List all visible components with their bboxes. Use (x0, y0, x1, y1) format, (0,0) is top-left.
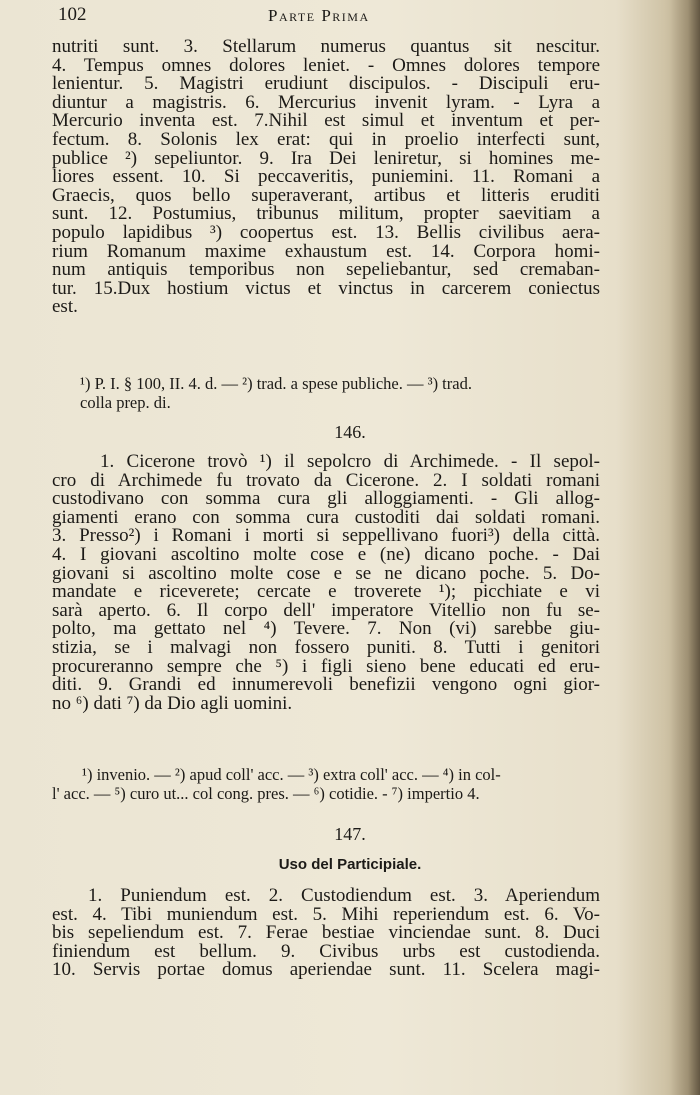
text-line: stizia, se i malvagi non fossero puniti. 8. Tutti i genitori (52, 636, 600, 658)
text-line: custodivano con somma cura gli alloggiamenti. - Gli allog- (52, 488, 600, 510)
page-edge-shadow (670, 0, 700, 1095)
exercise-145-footnotes (80, 374, 600, 412)
page-number: 102 (58, 4, 87, 25)
text-line: nutriti sunt. 3. Stellarum numerus quantus sit nescitur. (52, 36, 600, 57)
text-line: fectum. 8. Solonis lex erat: qui in proelio interfecti sunt, (52, 128, 600, 150)
text-line: polto, ma gettato nel ⁴) Tevere. 7. Non (vi) sarebbe giu- (52, 618, 600, 640)
text-line: cro di Archimede fu trovato da Cicerone. 2. I soldati romani (52, 469, 600, 491)
exercise-147-text (52, 887, 600, 980)
text-line: publice ²) sepeliuntor. 9. Ira Dei leniretur, si homines me- (52, 147, 600, 169)
exercise-147-number: 147. (334, 824, 366, 844)
text-line: lenientur. 5. Magistri erudiunt discipulos. - Discipuli eru- (52, 73, 600, 95)
text-line: diuntur a magistris. 6. Mercurius invenit lyram. - Lyra a (52, 91, 600, 113)
text-line: num antiquis temporibus non sepeliebantur, sed cremaban- (52, 259, 600, 281)
text-line: 1. Cicerone trovò ¹) il sepolcro di Archimede. - Il sepol- (100, 451, 600, 472)
text-line: diti. 9. Grandi ed innumerevoli benefizii vengono ogni gior- (52, 674, 600, 696)
footnote-line: colla prep. di. (80, 393, 171, 412)
text-line: sarà aperto. 6. Il corpo dell' imperatore Vitellio non fu se- (52, 599, 600, 621)
text-line: Graecis, quos bello superaverant, artibus et litteris eruditi (52, 184, 600, 206)
page-header (58, 4, 598, 34)
footnote-line: ¹) invenio. — ²) apud coll' acc. — ³) extra coll' acc. — ⁴) in col- (82, 765, 501, 784)
text-line: populo lapidibus ³) coopertus est. 13. Bellis civilibus aera- (52, 221, 600, 243)
text-line: finiendum est bellum. 9. Civibus urbs est custodienda. (52, 940, 600, 962)
text-line: procureranno sempre che ⁵) i figli sieno bene educati ed eru- (52, 655, 600, 677)
text-line: giovani si ascoltino molte cose e se ne dicano poche. 5. Do- (52, 562, 600, 584)
footnote-line: ¹) P. I. § 100, II. 4. d. — ²) trad. a spese publiche. — ³) trad. (80, 374, 472, 393)
footnote-line: l' acc. — ⁵) curo ut... col cong. pres. — ⁶) cotidie. - ⁷) impertio 4. (52, 784, 480, 803)
text-line: Mercurio inventa est. 7.Nihil est simul et inventum et per- (52, 110, 600, 132)
text-line: mandate e riceverete; cercate e troverete ¹); picchiate e vi (52, 581, 600, 603)
text-line: 1. Puniendum est. 2. Custodiendum est. 3. Aperiendum (88, 885, 600, 906)
text-line: rium Romanum maxime exhaustum est. 14. Corpora homi- (52, 240, 600, 262)
exercise-147-title: Uso del Participiale. (278, 856, 422, 873)
text-line: no ⁶) dati ⁷) da Dio agli uomini. (52, 692, 293, 714)
text-line: tur. 15.Dux hostium victus et vinctus in carcerem coniectus (52, 277, 600, 299)
text-line: 3. Presso²) i Romani i morti si seppellivano fuori³) della città. (52, 525, 600, 547)
text-line: giamenti erano con somma cura custoditi dai soldati romani. (52, 506, 600, 528)
text-line: 4. I giovani ascoltino molte cose e (ne) dicano poche. - Dai (52, 543, 600, 565)
text-line: 10. Servis portae domus aperiendae sunt. 11. Scelera magi- (52, 959, 600, 981)
exercise-145-text (52, 38, 600, 317)
exercise-146-text (52, 453, 600, 713)
text-line: liores essent. 10. Si peccaveritis, puniemini. 11. Romani a (52, 166, 600, 188)
text-line: bis sepeliendum est. 7. Ferae bestiae vinciendae sunt. 8. Duci (52, 922, 600, 944)
text-line: 4. Tempus omnes dolores leniet. - Omnes dolores tempore (52, 54, 600, 76)
text-line: sunt. 12. Postumius, tribunus militum, propter saevitiam a (52, 203, 600, 225)
running-title: Parte Prima (268, 6, 370, 25)
text-line: est. (52, 296, 78, 318)
text-line: est. 4. Tibi muniendum est. 5. Mihi reperiendum est. 6. Vo- (52, 903, 600, 925)
exercise-146-footnotes (52, 765, 600, 803)
exercise-146-number: 146. (334, 422, 366, 442)
